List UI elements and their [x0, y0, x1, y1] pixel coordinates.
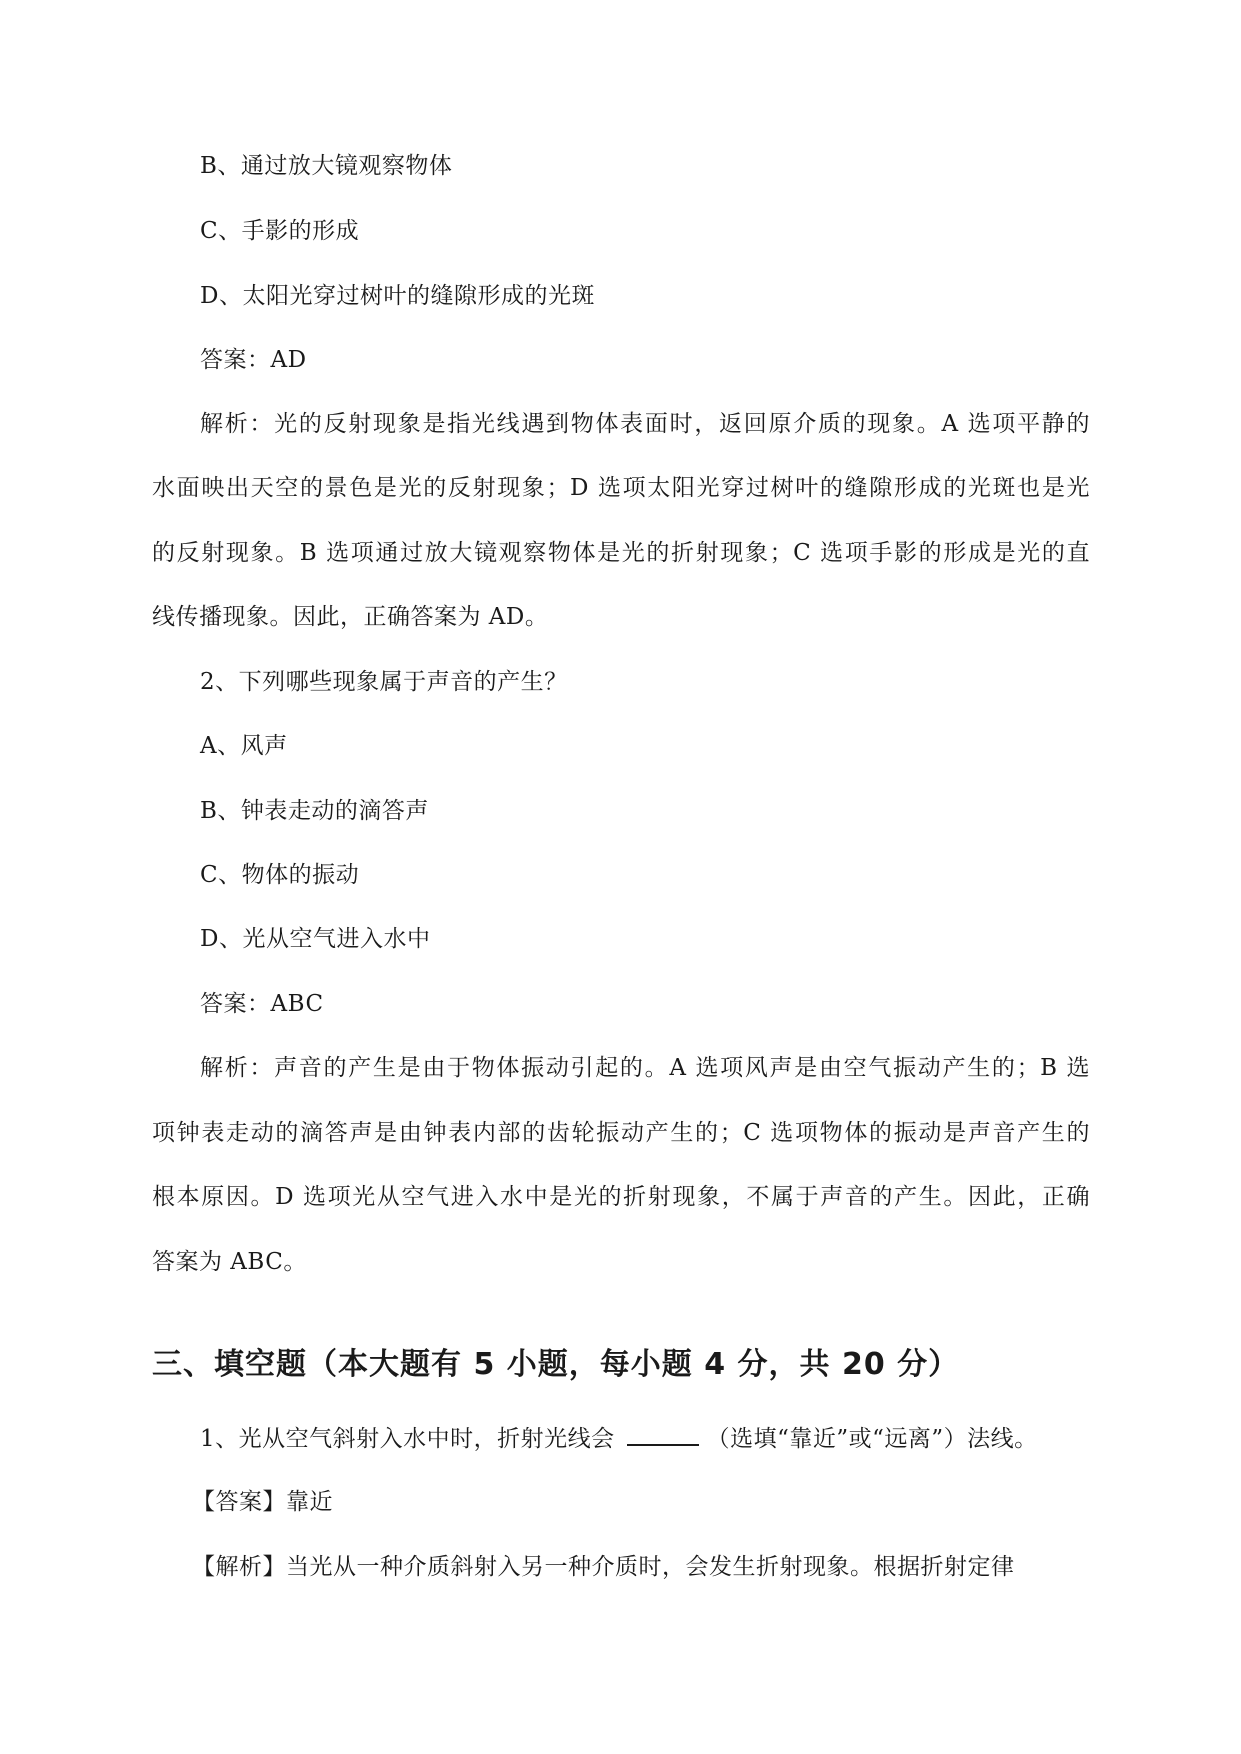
- q1-option-d: D、太阳光穿过树叶的缝隙形成的光斑: [200, 283, 595, 309]
- fill1-answer-blank: [627, 1422, 699, 1446]
- fill1-explanation: 【解析】当光从一种介质斜射入另一种介质时，会发生折射现象。根据折射定律: [192, 1554, 1015, 1580]
- q1-answer: 答案：AD: [200, 347, 307, 373]
- fill1-answer: 【答案】靠近: [192, 1489, 333, 1515]
- q1-explanation-line-4: 线传播现象。因此，正确答案为 AD。: [152, 604, 549, 630]
- q2-answer: 答案：ABC: [200, 991, 324, 1017]
- q1-option-c: C、手影的形成: [200, 218, 360, 244]
- section-3-heading: 三、填空题（本大题有 5 小题，每小题 4 分，共 20 分）: [152, 1347, 960, 1382]
- q2-explanation-line-3: 根本原因。D 选项光从空气进入水中是光的折射现象，不属于声音的产生。因此，正确: [152, 1184, 1090, 1210]
- q1-explanation-line-2: 水面映出天空的景色是光的反射现象；D 选项太阳光穿过树叶的缝隙形成的光斑也是光: [152, 475, 1090, 501]
- fill1-question: [200, 1422, 1038, 1455]
- q1-explanation-line-1: 解析：光的反射现象是指光线遇到物体表面时，返回原介质的现象。A 选项平静的: [200, 411, 1090, 437]
- q2-explanation-line-1: 解析：声音的产生是由于物体振动引起的。A 选项风声是由空气振动产生的；B 选: [200, 1055, 1090, 1081]
- q1-option-b: B、通过放大镜观察物体: [200, 153, 453, 179]
- fill1-question-text: 1、光从空气斜射入水中时，折射光线会: [200, 1426, 615, 1452]
- q2-explanation-line-4: 答案为 ABC。: [152, 1249, 307, 1275]
- q1-explanation-line-3: 的反射现象。B 选项通过放大镜观察物体是光的折射现象；C 选项手影的形成是光的直: [152, 540, 1090, 566]
- q2-option-a: A、风声: [200, 733, 288, 759]
- q2-explanation-line-2: 项钟表走动的滴答声是由钟表内部的齿轮振动产生的；C 选项物体的振动是声音产生的: [152, 1120, 1090, 1146]
- q2-question: 2、下列哪些现象属于声音的产生？: [200, 669, 568, 695]
- q2-option-d: D、光从空气进入水中: [200, 926, 431, 952]
- q2-option-b: B、钟表走动的滴答声: [200, 798, 429, 824]
- q2-option-c: C、物体的振动: [200, 862, 360, 888]
- fill1-question-hint: （选填“靠近”或“远离”）法线。: [706, 1426, 1038, 1452]
